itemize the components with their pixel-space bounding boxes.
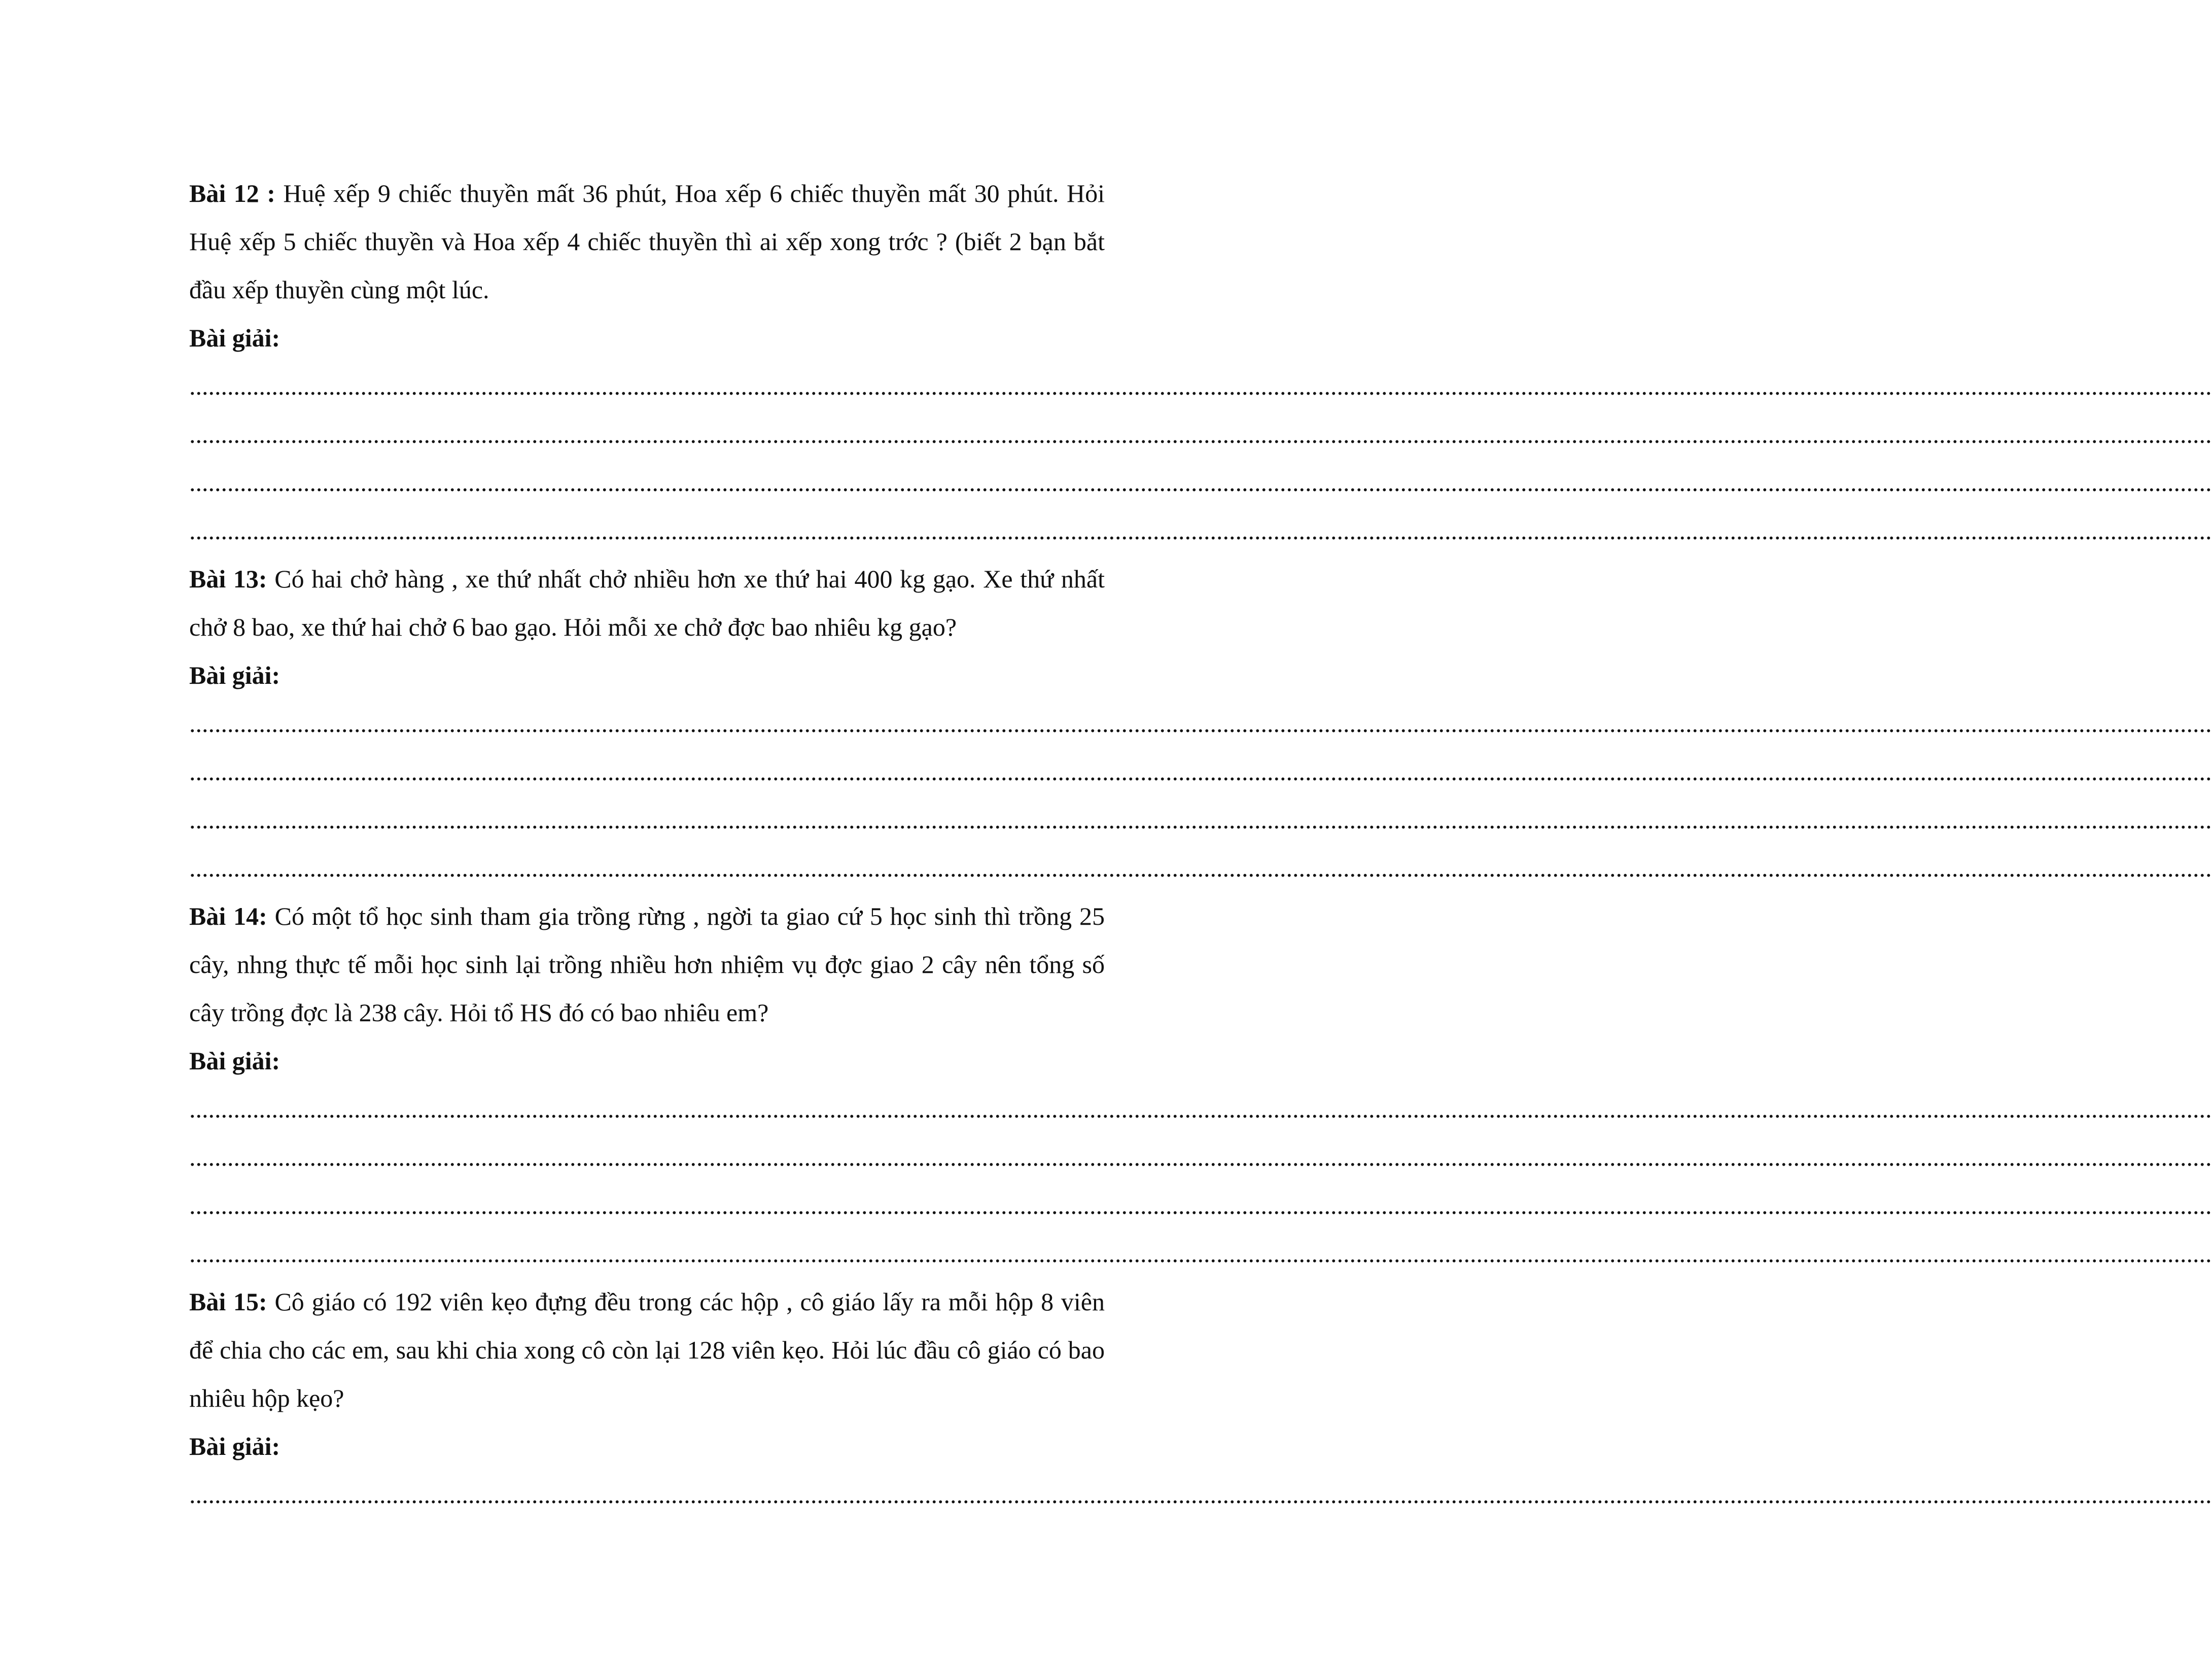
answer-line[interactable]: ............................................................................................................................................................................................................................................................................................................................... [189,516,2212,545]
answer-line[interactable]: ............................................................................................................................................................................................................................................................................................................................... [189,854,2212,882]
answer-line[interactable]: ............................................................................................................................................................................................................................................................................................................................... [189,709,2212,738]
problem-13-body: Có hai chở hàng , xe thứ nhất chở nhiều hơn xe thứ hai 400 kg gạo. Xe thứ nhất chở 8 bao, xe thứ hai chở 6 bao gạo. Hỏi mỗi xe chở đợc bao nhiêu kg gạo? [189,565,1105,641]
problem-14 [189,892,2212,1278]
answer-line[interactable]: ............................................................................................................................................................................................................................................................................................................................... [189,420,2212,448]
problem-15-body: Cô giáo có 192 viên kẹo đựng đều trong các hộp , cô giáo lấy ra mỗi hộp 8 viên để chia cho các em, sau khi chia xong cô còn lại 128 viên kẹo. Hỏi lúc đầu cô giáo có bao nhiêu hộp kẹo? [189,1287,1105,1412]
problem-14-solution-label: Bài giải: [189,1047,280,1075]
problem-13 [189,555,2212,892]
answer-line[interactable]: ............................................................................................................................................................................................................................................................................................................................... [189,468,2212,497]
problem-13-text [189,555,1105,651]
answer-line[interactable]: ............................................................................................................................................................................................................................................................................................................................... [189,757,2212,786]
problem-12 [189,169,2212,555]
problem-12-label: Bài 12 : [189,179,275,207]
answer-line[interactable]: ............................................................................................................................................................................................................................................................................................................................... [189,1095,2212,1123]
problem-15 [189,1278,2212,1519]
problem-12-text [189,169,1105,314]
answer-line[interactable]: ............................................................................................................................................................................................................................................................................................................................... [189,1191,2212,1220]
problem-15-solution-label: Bài giải: [189,1432,280,1460]
problem-13-label: Bài 13: [189,565,267,593]
problem-12-body: Huệ xếp 9 chiếc thuyền mất 36 phút, Hoa xếp 6 chiếc thuyền mất 30 phút. Hỏi Huệ xếp 5 chiếc thuyền và Hoa xếp 4 chiếc thuyền thì ai xếp xong trớc ? (biết 2 bạn bắt đầu xếp thuyền cùng một lúc. [189,179,1105,304]
problem-14-text [189,892,1105,1037]
problem-14-body: Có một tổ học sinh tham gia trồng rừng , ngời ta giao cứ 5 học sinh thì trồng 25 cây, nhng thực tế mỗi học sinh lại trồng nhiều hơn nhiệm vụ đợc giao 2 cây nên tổng số cây trồng đợc là 238 cây. Hỏi tổ HS đó có bao nhiêu em? [189,902,1105,1027]
problem-15-label: Bài 15: [189,1287,267,1316]
worksheet-page [189,169,2212,1519]
problem-12-solution-label: Bài giải: [189,324,280,352]
answer-line[interactable]: ............................................................................................................................................................................................................................................................................................................................... [189,1143,2212,1171]
problem-14-label: Bài 14: [189,902,267,930]
problem-13-solution-label: Bài giải: [189,661,280,689]
problem-15-text [189,1278,1105,1422]
answer-line[interactable]: ............................................................................................................................................................................................................................................................................................................................... [189,1239,2212,1268]
answer-line[interactable]: ............................................................................................................................................................................................................................................................................................................................... [189,372,2212,400]
answer-line[interactable]: ............................................................................................................................................................................................................................................................................................................................... [189,806,2212,834]
answer-line[interactable]: ............................................................................................................................................................................................................................................................................................................................... [189,1480,2212,1509]
